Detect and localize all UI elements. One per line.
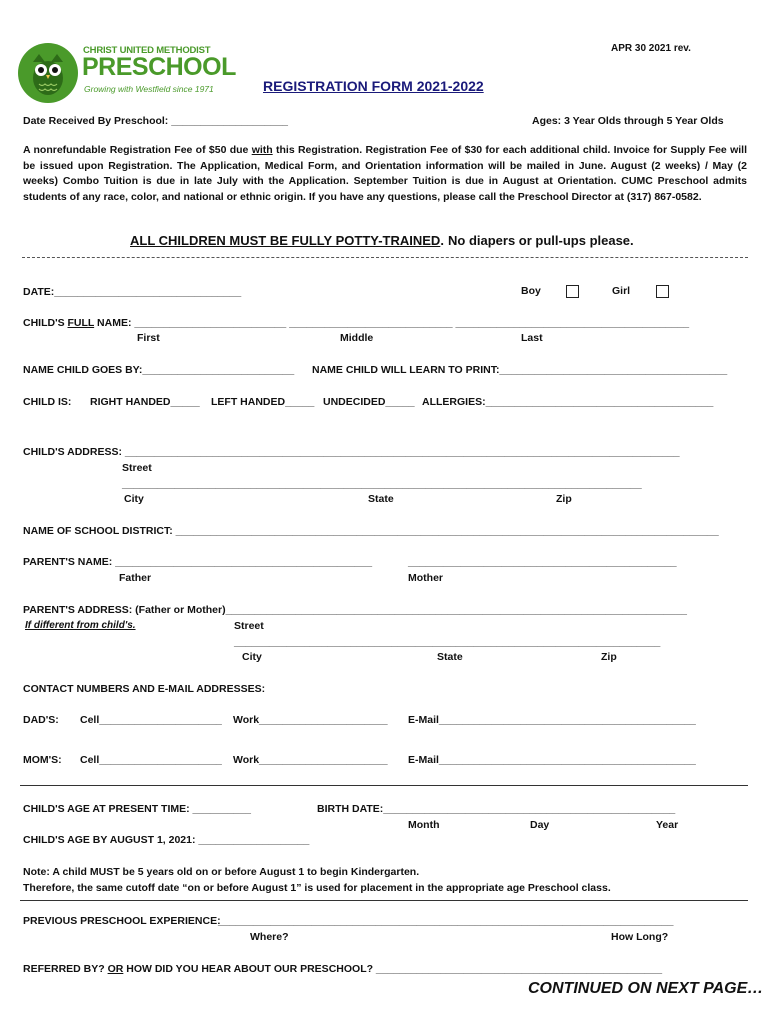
logo-tagline: Growing with Westfield since 1971 [84,84,214,94]
age-present-field[interactable]: CHILD'S AGE AT PRESENT TIME: __________ [23,803,251,815]
left-handed-field[interactable]: LEFT HANDED_____ [211,396,315,408]
address-line2-field[interactable]: _________________________________________________________________________________________ [122,478,642,490]
referred-by-field[interactable]: REFERRED BY? OR HOW DID YOU HEAR ABOUT OUR PRESCHOOL? _________________________________________________ [23,963,663,975]
prev-experience-field[interactable]: ______________________________________________________________________________ [218,915,674,927]
street-label: Street [122,462,152,474]
child-is-label: CHILD IS: [23,396,72,408]
date-received-field[interactable]: Date Received By Preschool: ____________________ [23,115,289,127]
girl-checkbox[interactable] [656,285,669,298]
state-label: State [368,493,394,505]
dad-work-field[interactable]: Work______________________ [233,714,388,726]
mom-email-field[interactable]: E-Mail____________________________________________ [408,754,696,766]
potty-trained-notice: ALL CHILDREN MUST BE FULLY POTTY-TRAINED. [130,233,444,248]
dad-cell-field[interactable]: Cell_____________________ [80,714,222,726]
mother-name-field[interactable]: ______________________________________________ [408,556,677,568]
boy-label: Boy [521,285,541,297]
father-label: Father [119,572,152,584]
form-title: REGISTRATION FORM 2021-2022 [263,78,484,94]
no-diapers-notice: No diapers or pull-ups please. [448,233,634,248]
mom-cell-field[interactable]: Cell_____________________ [80,754,222,766]
boy-checkbox[interactable] [566,285,579,298]
name-learn-print-field[interactable]: NAME CHILD WILL LEARN TO PRINT:_______________________________________ [312,364,728,376]
birth-date-field[interactable]: BIRTH DATE:__________________________________________________ [317,803,676,815]
allergies-field[interactable]: ALLERGIES:_______________________________________ [422,396,714,408]
mom-work-field[interactable]: Work______________________ [233,754,388,766]
parent-address-line2-field[interactable]: _________________________________________________________________________ [234,636,661,648]
zip-label: Zip [556,493,572,505]
where-label: Where? [250,931,289,943]
parent-state-label: State [437,651,463,663]
childs-address-field[interactable]: CHILD'S ADDRESS: _______________________________________________________________________________________________ [23,446,680,458]
age-august-field[interactable]: CHILD'S AGE BY AUGUST 1, 2021: ___________________ [23,834,310,846]
how-long-label: How Long? [611,931,669,943]
girl-label: Girl [612,285,631,297]
undecided-field[interactable]: UNDECIDED_____ [323,396,415,408]
date-field[interactable]: DATE:________________________________ [23,286,242,298]
moms-label: MOM'S: [23,754,62,766]
section-divider-2 [20,900,748,901]
revision-date: APR 30 2021 rev. [611,43,691,54]
parents-address-field[interactable]: PARENT'S ADDRESS: (Father or Mother)_______________________________________________________________________________ [23,604,687,616]
right-handed-field[interactable]: RIGHT HANDED_____ [90,396,200,408]
contact-header: CONTACT NUMBERS AND E-MAIL ADDRESSES: [23,683,266,695]
if-different-note: If different from child's. [25,620,136,631]
ages-note: Ages: 3 Year Olds through 5 Year Olds [532,115,724,127]
logo-line1: CHRIST UNITED METHODIST [83,45,211,56]
day-label: Day [530,819,550,831]
kindergarten-note: Note: A child MUST be 5 years old on or before August 1 to begin Kindergarten. [23,866,420,878]
parent-zip-label: Zip [601,651,617,663]
school-district-field[interactable]: NAME OF SCHOOL DISTRICT: _____________________________________________________________________________________________ [23,525,719,537]
dad-email-field[interactable]: E-Mail____________________________________________ [408,714,696,726]
year-label: Year [656,819,679,831]
last-name-label: Last [521,332,543,344]
dashed-divider [22,257,748,258]
mother-label: Mother [408,572,443,584]
cutoff-note: Therefore, the same cutoff date “on or before August 1” is used for placement in the appropriate age Preschool class. [23,882,611,894]
section-divider [20,785,748,786]
name-goes-by-field[interactable]: NAME CHILD GOES BY:__________________________ [23,364,295,376]
city-label: City [124,493,144,505]
preschool-logo [17,42,236,106]
intro-paragraph: A nonrefundable Registration Fee of $50 due with this Registration. Registration Fee of $30 for each additional child. Invoice for Supply Fee will be issued upon Registration. The Application, Medical Form, and Orientation information will be mailed in June. August (2 weeks) / May (2 weeks) Combo Tuition is due in late July with the Application. September Tuition is due in August at Orientation. CUMC Preschool admits students of any race, color, and national or ethnic origin. If you have any questions, please call the Preschool Director at (317) 867-0582. [23,144,747,203]
middle-name-label: Middle [340,332,374,344]
parent-street-label: Street [234,620,264,632]
father-name-field[interactable]: PARENT'S NAME: ____________________________________________ [23,556,373,568]
prev-experience-label: PREVIOUS PRESCHOOL EXPERIENCE: [23,915,221,927]
parent-city-label: City [242,651,262,663]
month-label: Month [408,819,440,831]
childs-full-name-field[interactable]: CHILD'S FULL NAME: __________________________ ____________________________ ________________________________________ [23,317,690,329]
continued-next-page: CONTINUED ON NEXT PAGE… [528,980,764,997]
first-name-label: First [137,332,160,344]
logo-line2: PRESCHOOL [82,53,236,81]
owl-logo-icon [17,42,79,104]
dads-label: DAD'S: [23,714,59,726]
